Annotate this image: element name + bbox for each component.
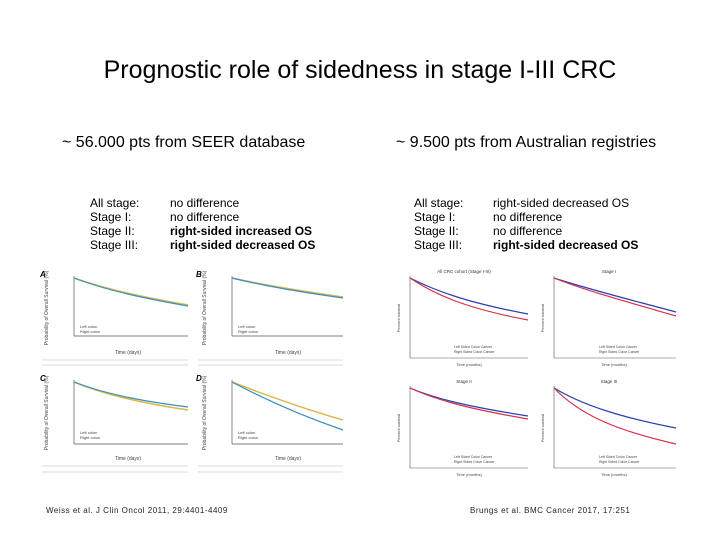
right-citation: Brungs et al. BMC Cancer 2017, 17:251 [470,506,631,515]
y-axis-label: Percent survival [396,413,401,443]
y-axis-label: Probability of Overall Survival (%) [202,270,208,346]
legend-left: Left Sided Colon Cancer [454,455,493,459]
panel-letter: C [40,374,46,383]
y-axis-label: Percent survival [540,303,545,333]
stage-result: no difference [170,196,240,210]
x-axis-label: Time (months) [456,362,482,367]
survival-panel-stage-ii [396,379,528,477]
stage-result: no difference [170,210,240,224]
x-axis-label: Time (days) [114,456,142,462]
y-axis-label: Percent survival [540,413,545,443]
legend-left: Left Sided Colon Cancer [454,345,493,349]
legend-right: Right Sided Colon Cancer [599,460,640,464]
stage-label: Stage I: [414,210,456,224]
legend-right: Right Sided Colon Cancer [599,350,640,354]
left-stage-results [170,196,315,252]
panel-letter: B [196,270,202,279]
stage-label: Stage II: [90,224,135,238]
stage-label: All stage: [414,196,464,210]
right-heading: ~ 9.500 pts from Australian registries [396,134,657,151]
right-km-svg [394,266,680,480]
stage-label: Stage I: [90,210,132,224]
legend-left: Left Sided Colon Cancer [599,345,638,349]
left-heading: ~ 56.000 pts from SEER database [62,134,306,151]
km-panel-d [196,374,343,472]
km-panel-c [40,374,188,472]
legend-left: Left colon [238,324,256,329]
slide-title: Prognostic role of sidedness in stage I-III CRC [103,56,617,84]
stage-result: right-sided increased OS [170,224,313,238]
x-axis-label: Time (months) [601,472,627,477]
panel-title: All CRC cohort (Stage I-III) [437,269,491,274]
left-km-svg [38,268,348,480]
left-stage-labels [90,196,139,252]
x-axis-label: Time (months) [601,362,627,367]
panel-title: Stage II [456,379,472,384]
legend-left: Left colon [80,324,98,329]
stage-result: no difference [493,210,563,224]
y-axis-label: Probability of Overall Survival (%) [44,375,50,451]
x-axis-label: Time (days) [274,456,302,462]
stage-label: Stage III: [90,238,139,252]
legend-left: Left colon [80,430,98,435]
legend-left: Left Sided Colon Cancer [599,455,638,459]
stage-result: no difference [493,224,563,238]
x-axis-label: Time (days) [274,350,302,356]
panel-letter: A [40,270,46,279]
survival-panel-stage-iii [540,379,676,477]
x-axis-label: Time (months) [456,472,482,477]
left-citation: Weiss et al. J Clin Oncol 2011, 29:4401-4409 [46,506,228,515]
legend-right: Right Sided Colon Cancer [454,350,495,354]
legend-right: Right Sided Colon Cancer [454,460,495,464]
survival-panel-all [396,269,528,367]
panel-letter: D [196,374,202,383]
panel-title: Stage III [600,379,618,384]
right-stage-results [493,196,638,252]
right-stage-labels [414,196,463,252]
y-axis-label: Percent survival [396,303,401,333]
legend-right: Right colon [80,435,101,440]
stage-result: right-sided decreased OS [170,238,316,252]
stage-result: right-sided decreased OS [493,196,630,210]
y-axis-label: Probability of Overall Survival (%) [202,375,208,451]
legend-right: Right colon [80,329,101,334]
km-panel-b [196,270,343,365]
stage-label: Stage III: [414,238,463,252]
stage-result: right-sided decreased OS [493,238,639,252]
x-axis-label: Time (days) [114,350,142,356]
left-km-figure [38,268,348,480]
legend-right: Right colon [238,329,259,334]
legend-right: Right colon [238,435,259,440]
stage-label: Stage II: [414,224,459,238]
y-axis-label: Probability of Overall Survival (%) [44,270,50,346]
legend-left: Left colon [238,430,256,435]
panel-title: Stage I [601,269,617,274]
right-km-figure [394,266,680,480]
survival-panel-stage-i [540,269,676,367]
stage-label: All stage: [90,196,140,210]
km-panel-a [39,270,188,365]
